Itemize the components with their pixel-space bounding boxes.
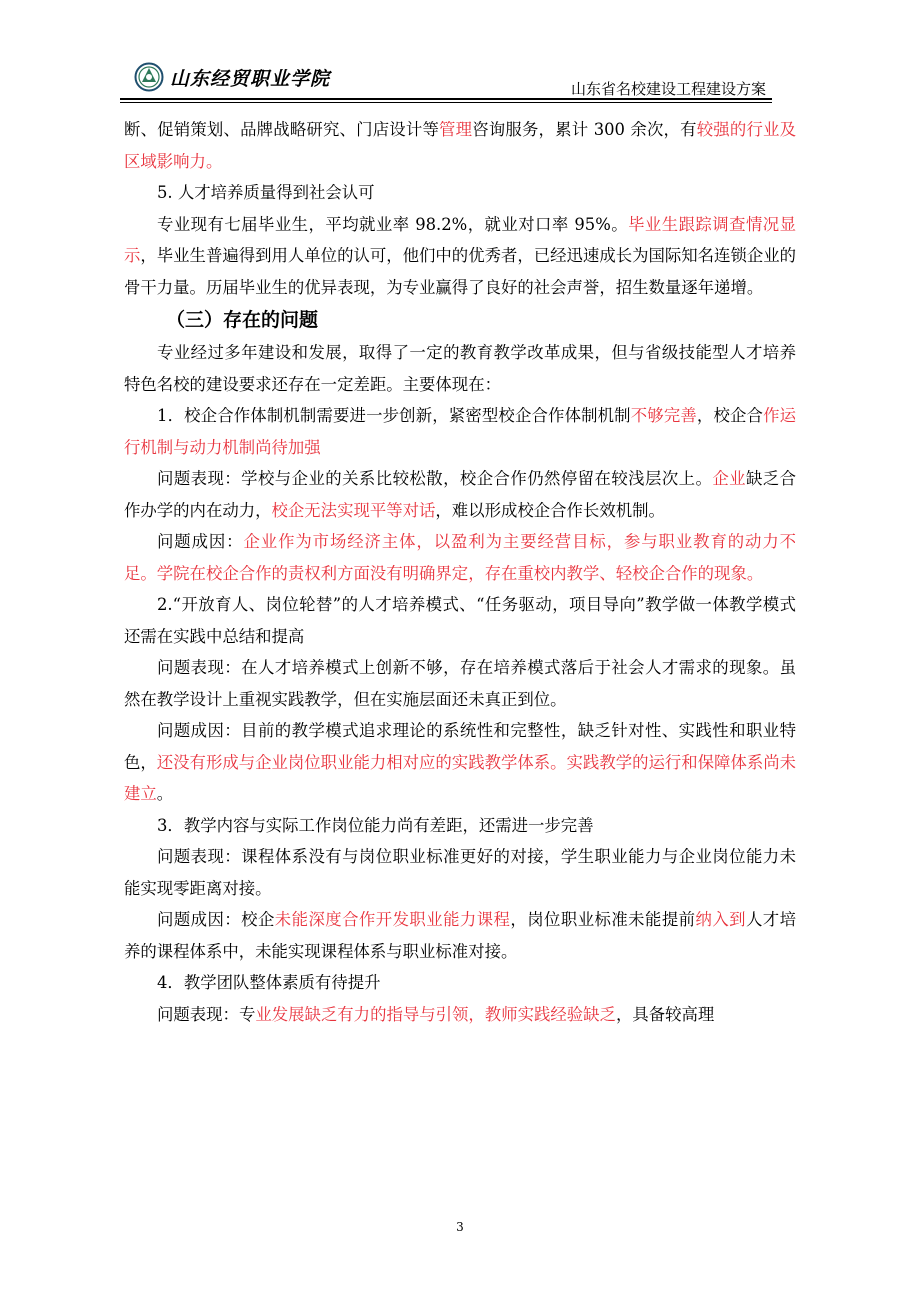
school-logo xyxy=(134,62,330,92)
highlighted-text: 作运行机制与动力机制尚待加强 xyxy=(124,406,797,457)
paragraph xyxy=(124,463,796,526)
text-run: 4．教学团队整体素质有待提升 xyxy=(157,973,381,992)
highlighted-text: 未能深度合作开发职业能力课程 xyxy=(274,910,511,929)
text-run: 5. 人才培养质量得到社会认可 xyxy=(157,183,375,202)
school-logo-text: 山东经贸职业学院 xyxy=(170,67,331,90)
document-title: 山东省名校建设工程建设方案 xyxy=(570,80,766,98)
text-run: ，岗位职业标准未能提前 xyxy=(510,910,696,929)
text-run: 问题成因： xyxy=(157,532,244,551)
text-run: 咨询服务，累计 300 余次，有 xyxy=(472,120,697,139)
text-run: 2.“开放育人、岗位轮替”的人才培养模式、“任务驱动，项目导向”教学做一体教学模式还需在实践中总结和提高 xyxy=(124,595,796,646)
paragraph xyxy=(124,209,796,304)
paragraph xyxy=(124,715,796,810)
text-run: 专业经过多年建设和发展，取得了一定的教育教学改革成果，但与省级技能型人才培养特色名校的建设要求还存在一定差距。主要体现在： xyxy=(124,343,796,394)
paragraph xyxy=(124,810,796,842)
text-run: ，校企合 xyxy=(696,406,764,425)
highlighted-text: 管理 xyxy=(439,120,473,139)
document-body xyxy=(124,114,796,1030)
highlighted-text: 还没有形成与企业岗位职业能力相对应的实践教学体系。实践教学的运行和保障体系尚未建立 xyxy=(124,752,797,803)
highlighted-text: 业发展缺乏有力的指导与引领，教师实践经验缺乏 xyxy=(255,1004,616,1024)
paragraph xyxy=(124,652,796,715)
text-run: ，难以形成校企合作长效机制。 xyxy=(435,500,665,520)
paragraph xyxy=(124,904,796,967)
text-run: 问题表现：在人才培养模式上创新不够，存在培养模式落后于社会人才需求的现象。虽然在教学设计上重视实践教学，但在实施层面还未真正到位。 xyxy=(124,658,796,709)
paragraph xyxy=(124,337,796,400)
highlighted-text: 企业 xyxy=(712,469,746,488)
text-run: 问题成因：目前的教学模式追求理论的系统性和完整性，缺乏针对性、实践性和职业特色， xyxy=(124,721,796,772)
page-header xyxy=(120,58,772,100)
paragraph xyxy=(124,114,796,177)
text-run: 人才培养的课程体系中，未能实现课程体系与职业标准对接。 xyxy=(124,910,797,961)
paragraph xyxy=(124,967,796,999)
paragraph xyxy=(124,400,796,463)
text-run: 专业现有七届毕业生，平均就业率 98.2%，就业对口率 95%。 xyxy=(157,214,629,234)
text-run: （三）存在的问题 xyxy=(166,309,319,331)
text-run: 问题表现：学校与企业的关系比较松散，校企合作仍然停留在较浅层次上。 xyxy=(157,469,713,488)
header-rule-thick xyxy=(120,98,772,100)
header-rule-thin xyxy=(120,102,772,103)
highlighted-text: 不够完善 xyxy=(630,406,697,425)
page-number: 3 xyxy=(456,1220,464,1234)
paragraph xyxy=(124,177,796,209)
paragraph xyxy=(124,589,796,652)
text-run: 1．校企合作体制机制需要进一步创新，紧密型校企合作体制机制 xyxy=(157,406,631,425)
paragraph xyxy=(124,526,796,589)
text-run: 缺乏合作办学的内在动力， xyxy=(124,469,797,520)
section-heading xyxy=(124,304,796,337)
text-run: 问题表现：专 xyxy=(157,1004,256,1024)
text-run: 问题成因：校企 xyxy=(157,910,275,929)
highlighted-text: 毕业生跟踪调查情况显示 xyxy=(124,214,797,265)
highlighted-text: 企业作为市场经济主体，以盈利为主要经营目标，参与职业教育的动力不足。学院在校企合作的责权利方面没有明确界定，存在重校内教学、轻校企合作的现象。 xyxy=(124,532,797,583)
school-emblem-icon xyxy=(134,62,164,92)
text-run: ，毕业生普遍得到用人单位的认可，他们中的优秀者，已经迅速成长为国际知名连锁企业的骨干力量。历届毕业生的优异表现，为专业赢得了良好的社会声誉，招生数量逐年递增。 xyxy=(124,246,797,297)
text-run: 3．教学内容与实际工作岗位能力尚有差距，还需进一步完善 xyxy=(157,815,594,835)
highlighted-text: 校企无法实现平等对话 xyxy=(271,500,436,520)
highlighted-text: 较强的行业及区域影响力。 xyxy=(124,120,797,171)
highlighted-text: 纳入到 xyxy=(695,910,746,929)
paragraph xyxy=(124,999,796,1031)
text-run: 断、促销策划、品牌战略研究、门店设计等 xyxy=(124,120,440,139)
paragraph xyxy=(124,841,796,904)
text-run: ，具备较高理 xyxy=(615,1004,715,1024)
text-run: 。 xyxy=(156,784,174,803)
text-run: 问题表现：课程体系没有与岗位职业标准更好的对接，学生职业能力与企业岗位能力未能实现零距离对接。 xyxy=(124,847,796,898)
